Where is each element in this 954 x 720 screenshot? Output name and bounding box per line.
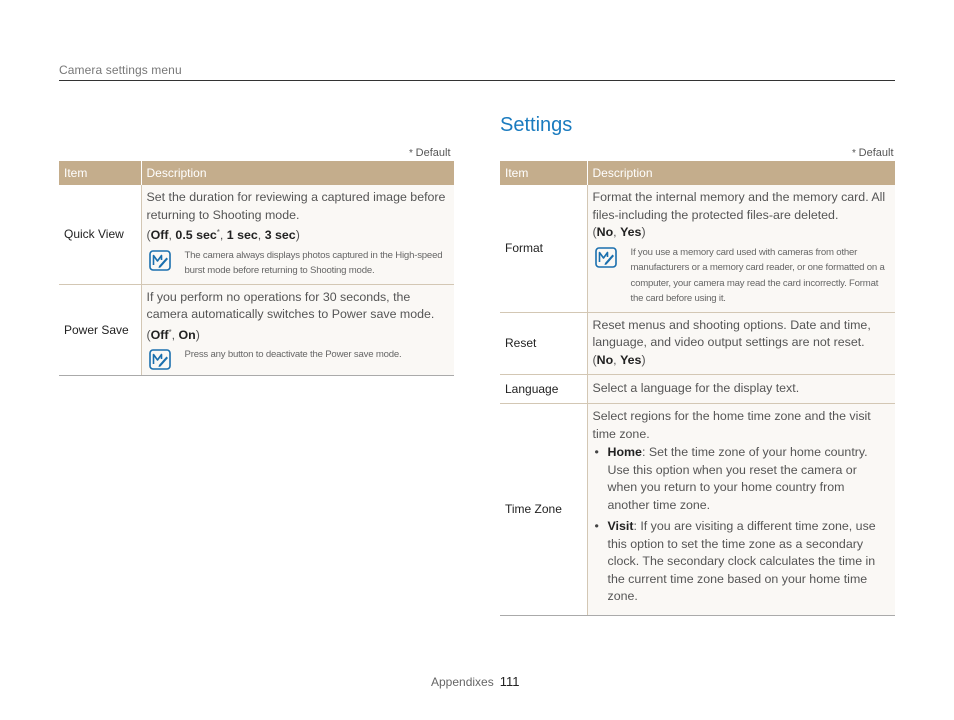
visit-text: : If you are visiting a different time zone, use this option to set the time zone as a secondary clock. The secondary clock calculates the time in the current time zone based on your home time zone. <box>607 519 876 603</box>
item-quick-view: Quick View <box>59 185 141 284</box>
column-header-item: Item <box>59 161 141 185</box>
list-item-visit <box>593 518 890 606</box>
quick-view-options: (Off, 0.5 sec*, 1 sec, 3 sec) <box>146 228 300 242</box>
list-item-home <box>593 444 890 514</box>
visit-label: Visit <box>607 519 634 533</box>
default-legend-text: Default <box>415 147 451 159</box>
home-text: : Set the time zone of your home country. Use this option when you reset the camera or when you return to your home country from another time zone. <box>607 445 868 512</box>
format-options: (No, Yes) <box>592 225 646 239</box>
note-pencil-icon <box>149 250 171 271</box>
item-format: Format <box>500 185 587 312</box>
table-row-reset <box>500 312 895 375</box>
description-format <box>587 185 895 312</box>
note-pencil-icon <box>595 247 617 268</box>
column-header-description: Description <box>141 161 454 185</box>
display-settings-table <box>59 161 454 376</box>
description-reset <box>587 312 895 375</box>
option-off: Off <box>150 228 169 242</box>
default-legend: * Default <box>852 147 894 159</box>
table-row-time-zone <box>500 404 895 616</box>
header-divider <box>59 80 895 81</box>
home-label: Home <box>607 445 642 459</box>
page-title: Settings <box>500 114 573 136</box>
default-legend-text: Default <box>858 147 894 159</box>
table-row-power-save <box>59 284 454 376</box>
language-text: Select a language for the display text. <box>592 380 800 395</box>
format-note-text: If you use a memory card used with cameras from other manufacturers or a memory card reader, or one formatted on a computer, your camera may read the card incorrectly. Format the card before using it. <box>630 246 885 304</box>
time-zone-options-list <box>593 444 890 606</box>
quick-view-text: Set the duration for reviewing a captured image before returning to Shooting mode. <box>146 190 446 222</box>
power-save-note <box>147 347 449 370</box>
power-save-text: If you perform no operations for 30 seconds, the camera automatically switches to Power save mode. <box>146 289 435 321</box>
description-language <box>587 375 895 404</box>
quick-view-note-text: The camera always displays photos captured in the High-speed burst mode before returning to Shooting mode. <box>184 249 443 276</box>
option-1-sec: 1 sec <box>226 228 258 242</box>
reset-text: Reset menus and shooting options. Date and time, language, and video output settings are not reset. <box>592 317 871 349</box>
power-save-note-text: Press any button to deactivate the Power save mode. <box>184 349 402 360</box>
quick-view-note <box>147 248 449 279</box>
table-row-quick-view <box>59 185 454 284</box>
option-no: No <box>596 225 614 239</box>
reset-options: (No, Yes) <box>592 352 646 367</box>
item-time-zone: Time Zone <box>500 404 587 616</box>
default-legend: * Default <box>409 147 451 159</box>
table-row-format <box>500 185 895 312</box>
column-header-item: Item <box>500 161 587 185</box>
format-text: Format the internal memory and the memory card. All files-including the protected files-are deleted. <box>592 190 886 222</box>
page-footer <box>431 674 519 689</box>
section-title: Camera settings menu <box>59 63 182 77</box>
description-time-zone <box>587 404 895 616</box>
option-0-5-sec: 0.5 sec <box>175 228 217 242</box>
settings-table <box>500 161 895 616</box>
time-zone-text: Select regions for the home time zone and the visit time zone. <box>592 409 871 441</box>
table-header-row <box>59 161 454 185</box>
option-yes: Yes <box>620 352 642 367</box>
footer-section: Appendixes <box>431 675 494 689</box>
power-save-options: (Off*, On) <box>146 327 200 342</box>
option-no: No <box>596 352 614 367</box>
option-yes: Yes <box>620 225 642 239</box>
column-header-description: Description <box>587 161 895 185</box>
format-note <box>593 245 890 307</box>
option-on: On <box>178 327 196 342</box>
table-header-row <box>500 161 895 185</box>
note-pencil-icon <box>149 349 171 370</box>
table-row-language <box>500 375 895 404</box>
option-off: Off <box>150 327 169 342</box>
page-number: 111 <box>499 674 520 689</box>
option-3-sec: 3 sec <box>264 228 296 242</box>
item-reset: Reset <box>500 312 587 375</box>
item-language: Language <box>500 375 587 404</box>
item-power-save: Power Save <box>59 284 141 376</box>
description-quick-view <box>141 185 454 284</box>
description-power-save <box>141 284 454 376</box>
